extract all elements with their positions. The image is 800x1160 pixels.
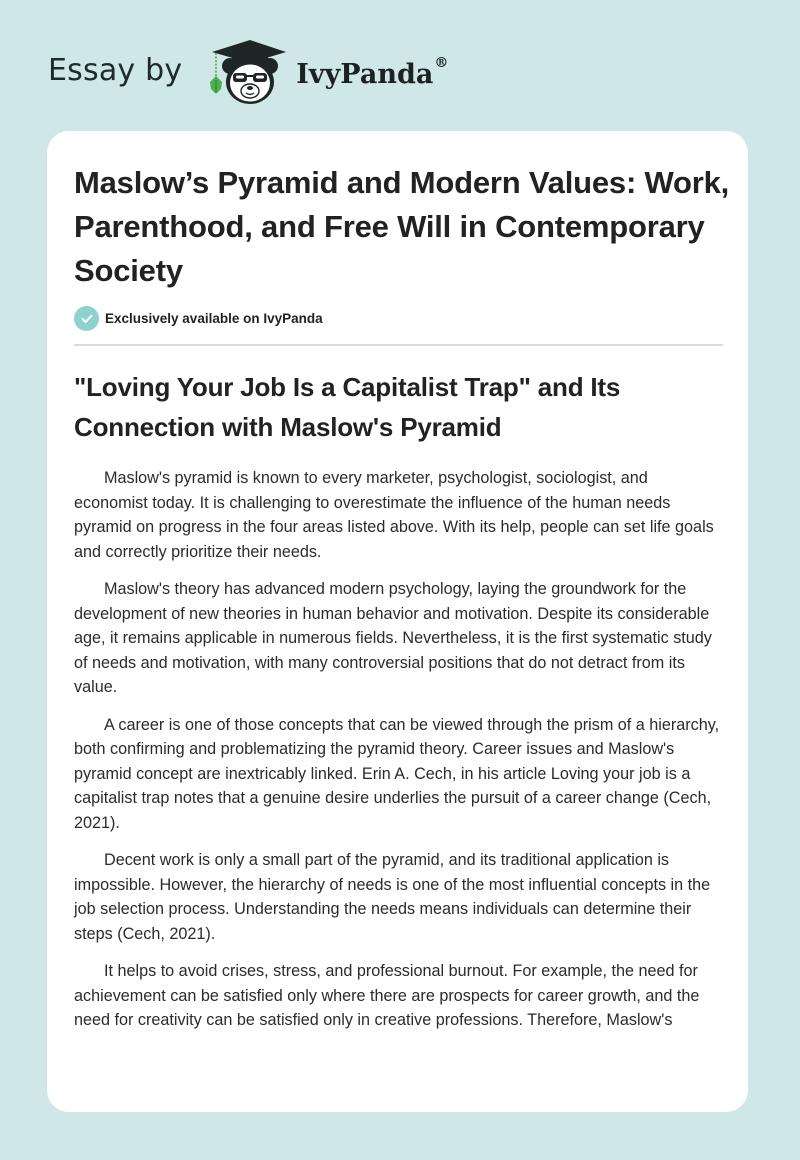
exclusive-badge bbox=[74, 306, 323, 331]
brand-text: IvyPanda bbox=[296, 58, 434, 90]
paragraph: Decent work is only a small part of the pyramid, and its traditional application is impossible. However, the hierarchy of needs is one of the most influential concepts in the job selection process. Understanding the needs means individuals can determine their steps (Cech, 2021). bbox=[74, 851, 711, 943]
essay-by-label: Essay by bbox=[48, 52, 183, 88]
paragraph: A career is one of those concepts that can be viewed through the prism of a hierarchy, both confirming and problematizing the pyramid theory. Career issues and Maslow's pyramid concept are inextricably linked. Erin A. Cech, in his article Loving your job is a capitalist trap notes that a genuine desire underlies the pursuit of a career change (Cech, 2021). bbox=[74, 715, 720, 832]
site-header bbox=[48, 36, 448, 108]
essay-card bbox=[47, 131, 748, 1112]
divider bbox=[74, 344, 723, 346]
brand-name[interactable] bbox=[296, 54, 449, 90]
check-circle-icon bbox=[74, 306, 99, 331]
panda-graduate-logo-icon[interactable] bbox=[202, 36, 290, 108]
essay-body bbox=[74, 466, 726, 1046]
paragraph: Maslow's theory has advanced modern psychology, laying the groundwork for the development of new theories in human behavior and motivation. Despite its considerable age, it remains applicable in numerous fields. Nevertheless, it is the first systematic study of needs and motivation, with many controversial positions that do not detract from its value. bbox=[74, 580, 712, 696]
essay-title: Maslow’s Pyramid and Modern Values: Work, Parenthood, and Free Will in Contemporary Society bbox=[74, 165, 730, 288]
exclusive-text: Exclusively available on IvyPanda bbox=[105, 311, 323, 326]
paragraph: It helps to avoid crises, stress, and professional burnout. For example, the need for achievement can be satisfied only where there are prospects for career growth, and the need for creativity can be satisfied only in creative professions. Therefore, Maslow's bbox=[74, 962, 700, 1029]
paragraph: Maslow's pyramid is known to every marketer, psychologist, sociologist, and economist today. It is challenging to overestimate the influence of the human needs pyramid on progress in the four areas listed above. With its help, people can set life goals and correctly prioritize their needs. bbox=[74, 469, 714, 561]
registered-mark: ® bbox=[434, 54, 449, 71]
section-heading: "Loving Your Job Is a Capitalist Trap" and Its Connection with Maslow's Pyramid bbox=[74, 372, 621, 442]
